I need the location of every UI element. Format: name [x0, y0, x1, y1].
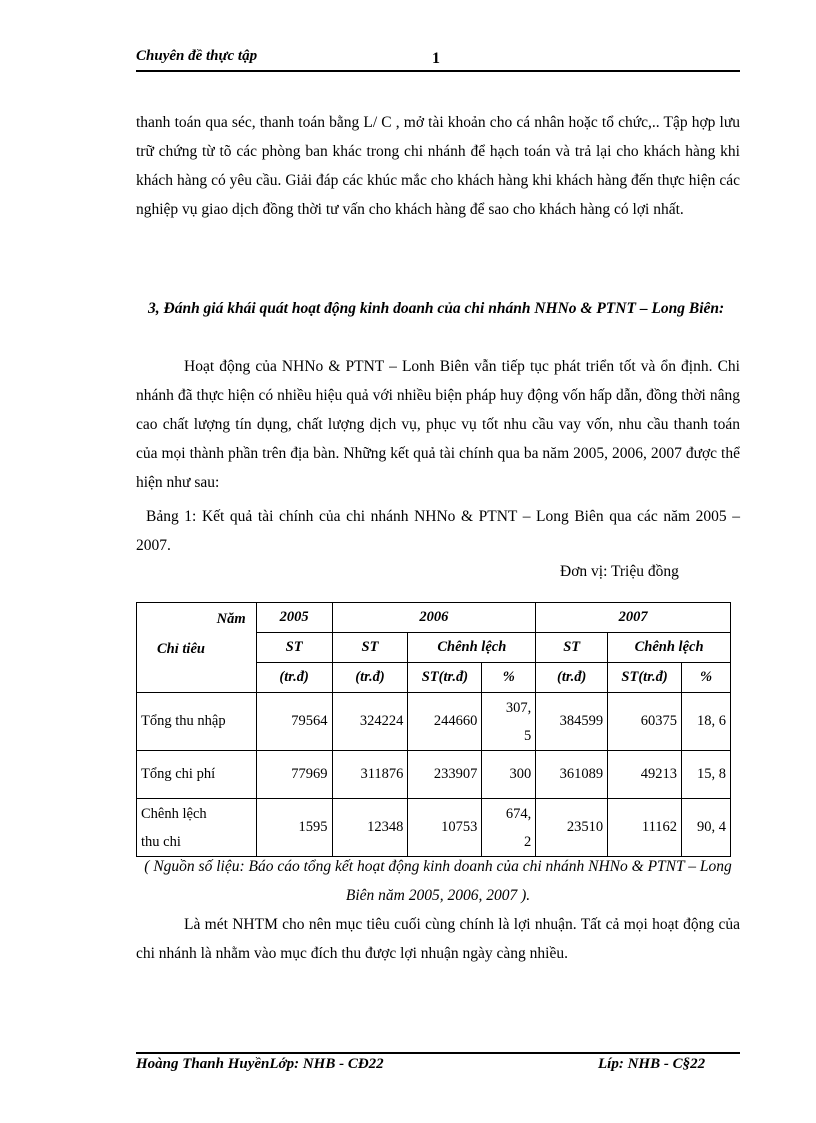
- footer-divider: [136, 1052, 740, 1054]
- financial-results-table: [136, 602, 731, 857]
- row-label-part: Chênh lệch: [141, 805, 207, 822]
- st-header-2006: ST: [332, 633, 408, 663]
- st-trd-header-2006: ST(tr.đ): [408, 663, 482, 693]
- cell-value: 324224: [332, 693, 408, 751]
- table-caption: Bảng 1: Kết quả tài chính của chi nhánh NHNo & PTNT – Long Biên qua các năm 2005 – 2007.: [136, 508, 740, 554]
- footer-class: Líp: NHB - C§22: [598, 1056, 706, 1072]
- footer-author: Hoàng Thanh HuyềnLớp: NHB - CĐ22: [136, 1056, 384, 1072]
- table-header-row: [137, 603, 731, 633]
- cell-value: 12348: [332, 799, 408, 857]
- corner-year-label: Năm: [216, 610, 246, 627]
- cell-value: 15, 8: [682, 751, 731, 799]
- paragraph-services: thanh toán qua séc, thanh toán bằng L/ C , mở tài khoản cho cá nhân hoặc tổ chức,.. Tập hợp lưu trữ chứng từ tõ các phòng ban khác trong chi nhánh để hạch toán và trả lại cho khách hàng khi khách hàng có yêu cầu. Giải đáp các khúc mắc cho khách hàng khi khách hàng đến thực hiện các nghiệp vụ giao dịch đồng thời tư vấn cho khách hàng để sao cho khách hàng có lợi nhất.: [136, 114, 740, 218]
- paragraph-profit: Là mét NHTM cho nên mục tiêu cuối cùng chính là lợi nhuận. Tất cả mọi hoạt động của chi nhánh là nhằm vào mục đích thu được lợi nhuận ngày càng nhiều.: [136, 916, 740, 962]
- table-row: [137, 751, 731, 799]
- header-title: Chuyên đề thực tập: [136, 48, 258, 64]
- st-header-2007: ST: [536, 633, 608, 663]
- cell-value: 300: [482, 751, 536, 799]
- st-trd-header-2007: ST(tr.đ): [608, 663, 682, 693]
- cell-value: 244660: [408, 693, 482, 751]
- paragraph-overview: Hoạt động của NHNo & PTNT – Lonh Biên vẫn tiếp tục phát triển tốt và ổn định. Chi nhánh đã thực hiện có nhiều hiệu quả với nhiều biện pháp huy động vốn hấp dẫn, đồng thời nâng cao chất lượng tín dụng, chất lượng dịch vụ, phục vụ tốt nhu cầu vay vốn, nhu cầu thanh toán của mọi thành phần trên địa bàn. Những kết quả tài chính qua ba năm 2005, 2006, 2007 được thể hiện như sau:: [136, 358, 740, 491]
- cell-value: 23510: [536, 799, 608, 857]
- cell-value: 10753: [408, 799, 482, 857]
- table-source-note: ( Nguồn số liệu: Báo cáo tổng kết hoạt động kinh doanh của chi nhánh NHNo & PTNT – Long Biên năm 2005, 2006, 2007 ).: [144, 858, 732, 904]
- page-header: [136, 48, 740, 72]
- page-number: 1: [432, 50, 440, 67]
- row-label: [137, 799, 257, 857]
- cell-value: 1595: [256, 799, 332, 857]
- row-label: Tổng thu nhập: [137, 693, 257, 751]
- table-row: [137, 799, 731, 857]
- cell-value: 18, 6: [682, 693, 731, 751]
- row-label: Tổng chi phí: [137, 751, 257, 799]
- cell-value: 90, 4: [682, 799, 731, 857]
- trd-header-2006: (tr.đ): [332, 663, 408, 693]
- cell-value: 233907: [408, 751, 482, 799]
- corner-row-label: Chỉ tiêu: [157, 640, 205, 657]
- cell-value-part: 674,: [505, 805, 532, 822]
- st-header-2005: ST: [256, 633, 332, 663]
- cell-value: 384599: [536, 693, 608, 751]
- cell-value: 60375: [608, 693, 682, 751]
- row-label-part: thu chi: [141, 833, 181, 850]
- cell-value: 361089: [536, 751, 608, 799]
- chenh-lech-header-2006: Chênh lệch: [408, 633, 536, 663]
- cell-value: 77969: [256, 751, 332, 799]
- cell-value: 79564: [256, 693, 332, 751]
- cell-value-part: 307,: [505, 699, 532, 716]
- corner-cell: [137, 603, 257, 693]
- cell-value: [482, 693, 536, 751]
- section-heading: 3, Đánh giá khái quát hoạt động kinh doanh của chi nhánh NHNo & PTNT – Long Biên:: [148, 300, 725, 317]
- pct-header-2007: %: [682, 663, 731, 693]
- year-2006-header: 2006: [332, 603, 536, 633]
- cell-value: 311876: [332, 751, 408, 799]
- cell-value: 49213: [608, 751, 682, 799]
- cell-value: [482, 799, 536, 857]
- chenh-lech-header-2007: Chênh lệch: [608, 633, 731, 663]
- trd-header-2005: (tr.đ): [256, 663, 332, 693]
- table-row: [137, 693, 731, 751]
- cell-value-part: 5: [523, 727, 532, 744]
- cell-value-part: 2: [523, 833, 532, 850]
- year-2007-header: 2007: [536, 603, 731, 633]
- year-2005-header: 2005: [256, 603, 332, 633]
- unit-label: Đơn vị: Triệu đồng: [560, 563, 679, 580]
- cell-value: 11162: [608, 799, 682, 857]
- pct-header-2006: %: [482, 663, 536, 693]
- trd-header-2007: (tr.đ): [536, 663, 608, 693]
